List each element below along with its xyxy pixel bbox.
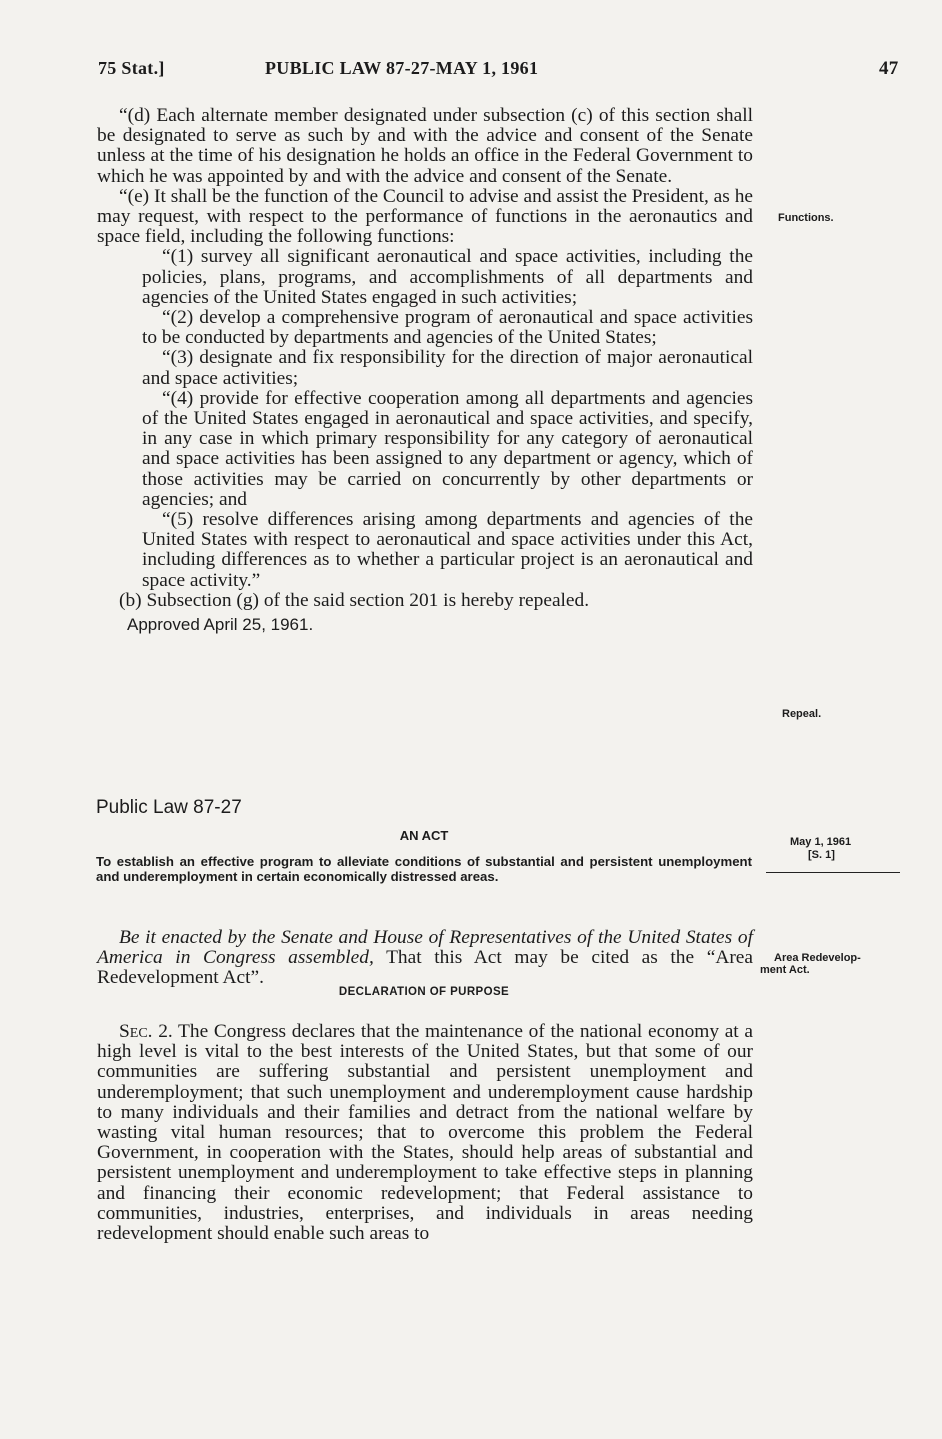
margin-note-date: May 1, 1961: [790, 836, 852, 848]
function-item-2: “(2) develop a comprehensive program of aeronautical and space activities to be conducted by departments and agencies of the United States;: [142, 307, 753, 349]
section-2-paragraph: [97, 1022, 753, 1244]
act-purpose: [96, 854, 752, 884]
paragraph-d: “(d) Each alternate member designated under subsection (c) of this section shall be designated to serve as such by and with the advice and consent of the Senate unless at the time of his designation he holds an office in the Federal Government to which he was appointed by and with the advice and consent of the Senate.: [97, 105, 753, 187]
function-item-1: “(1) survey all significant aeronautical and space activities, including the policies, plans, programs, and accomplishments of all departments and agencies of the United States engaged in such activities;: [142, 246, 753, 308]
margin-note-repeal: Repeal.: [782, 708, 822, 720]
short-title-text: That this Act may be cited as the “Area Redevelopment Act”.: [97, 947, 753, 989]
paragraph-e: “(e) It shall be the function of the Council to advise and assist the President, as he may request, with respect to the performance of functions in the aeronautics and space field, including the following functions:: [97, 185, 753, 248]
paragraph-b-repeal: (b) Subsection (g) of the said section 201 is hereby repealed.: [119, 589, 590, 611]
section-2-label: Sec. 2.: [119, 1021, 173, 1042]
volume-reference: 75 Stat.]: [98, 58, 165, 78]
running-title: PUBLIC LAW 87-27-MAY 1, 1961: [265, 58, 539, 78]
page-number: 47: [879, 58, 899, 79]
margin-rule: [766, 872, 900, 873]
margin-note-short-title-2: ment Act.: [760, 964, 810, 976]
section-2: [97, 1022, 753, 1244]
enacting-formula: Be it enacted by the Senate and House of Representatives of the United States of America in Congress assembled,: [97, 927, 753, 969]
section-heading: DECLARATION OF PURPOSE: [338, 986, 510, 998]
an-act-heading: AN ACT: [399, 828, 449, 843]
public-law-title: Public Law 87-27: [96, 797, 242, 818]
function-item-4: “(4) provide for effective cooperation among all departments and agencies of the United States engaged in aeronautical and space activities, and specify, in any case in which primary responsibility for any category of aeronautical and space activities has been assigned to any department or agency, which of those activities may be carried on concurrently by other departments or agencies; and: [142, 387, 753, 510]
margin-note-bill: [S. 1]: [808, 849, 835, 861]
enacting-paragraph: [97, 928, 753, 989]
approval-date: Approved April 25, 1961.: [127, 615, 314, 635]
purpose-text: To establish an effective program to alleviate conditions of substantial and persistent unemployment and underemployment in certain economically distressed areas.: [96, 854, 752, 884]
function-item-5: “(5) resolve differences arising among departments and agencies of the United States with respect to aeronautical and space activities under this Act, including differences as to whether a particular project is an aeronautical and space activity.”: [142, 509, 753, 591]
amendment-text: [97, 106, 753, 635]
function-item-3: “(3) designate and fix responsibility for the direction of major aeronautical and space activities;: [142, 347, 753, 389]
margin-note-functions: Functions.: [778, 212, 834, 224]
margin-note-short-title-1: Area Redevelop-: [774, 952, 861, 964]
enacting-clause: [97, 928, 753, 989]
section-2-text: The Congress declares that the maintenance of the national economy at a high level is vital to the best interests of the United States, but that some of our communities are suffering substantial and persistent unemployment and underemployment; that such unemployment and underemployment cause hardship to many individuals and their families and detract from the national welfare by wasting vital human resources; that to overcome this problem the Federal Government, in cooperation with the States, should help areas of substantial and persistent unemployment and underemployment to take effective steps in planning and financing their economic redevelopment; that Federal assistance to communities, industries, enterprises, and individuals in areas needing redevelopment should enable such areas to: [97, 1021, 753, 1245]
